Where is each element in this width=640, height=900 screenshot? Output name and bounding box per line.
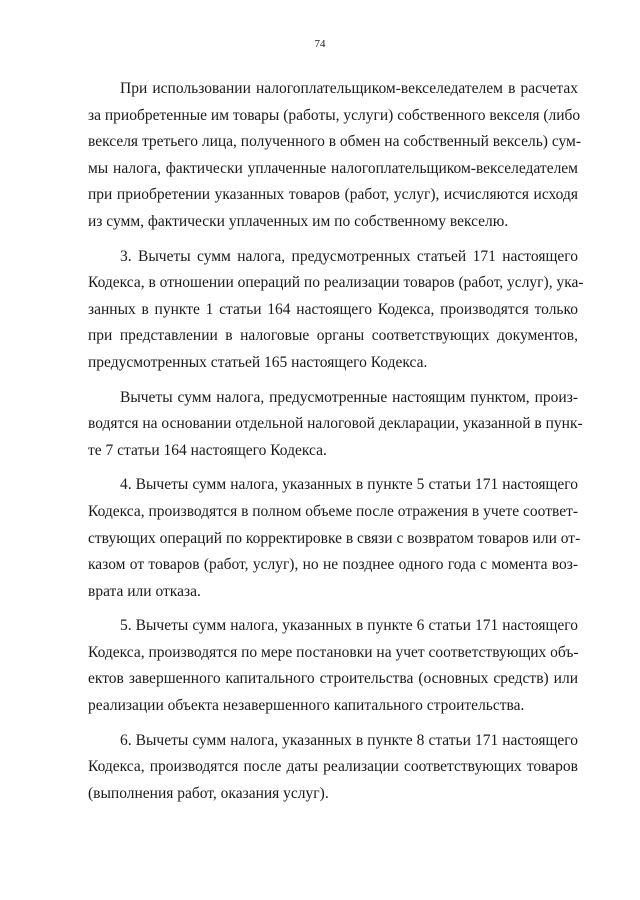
text-line: векселя третьего лица, полученного в обмен на собственный вексель) сум- [88, 133, 582, 151]
text-line: ектов завершенного капитального строительства (основных средств) или [88, 670, 578, 688]
text-line: те 7 статьи 164 настоящего Кодекса. [88, 441, 327, 459]
document-body [88, 76, 584, 807]
paragraph-gap [88, 236, 578, 244]
paragraph [88, 728, 578, 808]
text-line: 3. Вычеты сумм налога, предусмотренных статьей 171 настоящего [120, 247, 578, 265]
paragraph-gap [88, 720, 578, 728]
text-line: врата или отказа. [88, 582, 201, 600]
text-line: Кодекса, в отношении операций по реализации товаров (работ, услуг), ука- [88, 274, 584, 292]
text-line: Вычеты сумм налога, предусмотренные настоящим пунктом, произ- [120, 388, 578, 406]
page-number: 74 [314, 38, 326, 50]
text-line: мы налога, фактически уплаченные налогоплательщиком-векселедателем [88, 159, 578, 177]
paragraph-gap [88, 377, 578, 385]
paragraph-gap [88, 605, 578, 613]
text-line: за приобретенные им товары (работы, услуги) собственного векселя (либо [88, 106, 581, 124]
text-line: предусмотренных статьей 165 настоящего Кодекса. [88, 353, 428, 371]
text-line: 5. Вычеты сумм налога, указанных в пункте 6 статьи 171 настоящего [120, 617, 578, 635]
text-line: занных в пункте 1 статьи 164 настоящего Кодекса, производятся только [88, 300, 578, 318]
text-line: Кодекса, производятся после даты реализации соответствующих товаров [88, 758, 578, 776]
paragraph [88, 244, 584, 377]
text-line: реализации объекта незавершенного капитального строительства. [88, 697, 525, 715]
text-line: Кодекса, производятся в полном объеме после отражения в учете соответ- [88, 502, 579, 520]
text-line: водятся на основании отдельной налоговой декларации, указанной в пунк- [88, 415, 583, 433]
paragraph [88, 472, 581, 605]
text-line: ствующих операций по корректировке в связи с возвратом товаров или от- [88, 529, 581, 547]
paragraph [88, 613, 578, 719]
paragraph [88, 76, 582, 236]
paragraph-gap [88, 464, 578, 472]
text-line: из сумм, фактически уплаченных им по собственному векселю. [88, 212, 509, 230]
text-line: при представлении в налоговые органы соответствующих документов, [88, 327, 578, 345]
text-line: 6. Вычеты сумм налога, указанных в пункте 8 статьи 171 настоящего [120, 731, 578, 749]
text-line: (выполнения работ, оказания услуг). [88, 784, 329, 802]
text-line: 4. Вычеты сумм налога, указанных в пункте 5 статьи 171 настоящего [120, 476, 578, 494]
text-line: Кодекса, производятся по мере постановки на учет соответствующих объ- [88, 643, 579, 661]
text-line: при приобретении указанных товаров (работ, услуг), исчисляются исходя [88, 186, 578, 204]
paragraph [88, 385, 583, 465]
text-line: При использовании налогоплательщиком-векселедателем в расчетах [120, 80, 578, 97]
text-line: казом от товаров (работ, услуг), но не позднее одного года с момента воз- [88, 556, 578, 574]
